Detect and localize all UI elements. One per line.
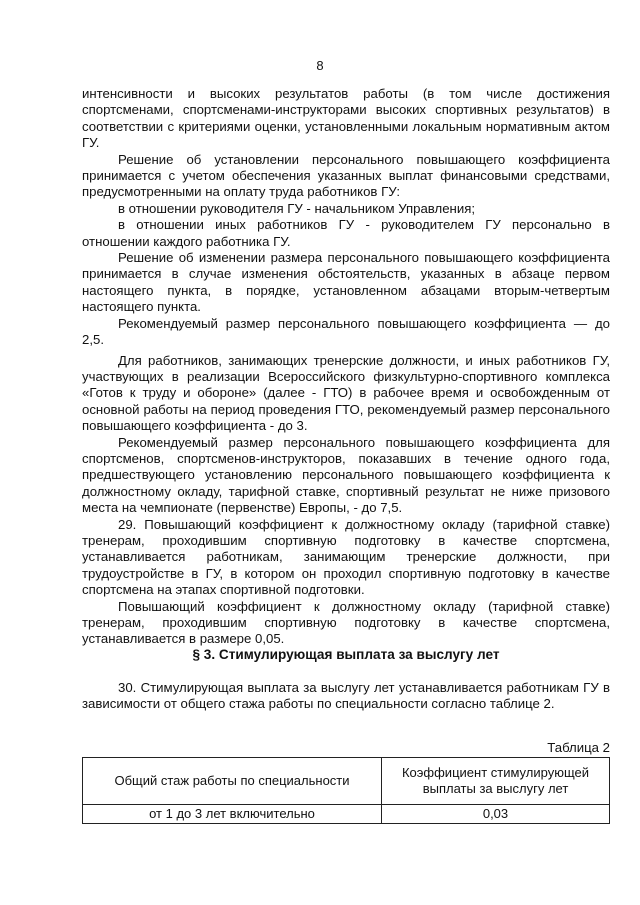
paragraph: в отношении иных работников ГУ - руководителем ГУ персонально в отношении каждого работника ГУ. [82, 217, 610, 249]
paragraph: в отношении руководителя ГУ - начальником Управления; [118, 200, 475, 216]
paragraph-30: 30. Стимулирующая выплата за выслугу лет устанавливается работникам ГУ в зависимости от общего стажа работы по специальности согласно таблице 2. [82, 680, 610, 712]
paragraph: Решение об установлении персонального повышающего коэффициента принимается с учетом обеспечения указанных выплат финансовыми средствами, предусмотренными на оплату труда работников ГУ: [82, 151, 610, 200]
body-text [82, 86, 610, 648]
table-header-row [83, 758, 610, 805]
paragraph: Рекомендуемый размер персонального повышающего коэффициента для спортсменов, спортсменов-инструкторов, показавших в течение одного года, предшествующего установлению персонального повышающего коэффициента к должностному окладу, тарифной ставке, спортивный результат не ниже призового места на чемпионате (первенстве) Европы, - до 7,5. [82, 434, 610, 516]
table-header-cell: Коэффициент стимулирующей выплаты за выслугу лет [382, 758, 610, 805]
table-caption: Таблица 2 [547, 740, 610, 755]
paragraph: Рекомендуемый размер персонального повышающего коэффициента — до 2,5. [82, 315, 610, 348]
page-number: 8 [316, 58, 324, 73]
seniority-table [82, 757, 610, 824]
section-heading: § 3. Стимулирующая выплата за выслугу лет [192, 647, 500, 662]
paragraph: Повышающий коэффициент к должностному окладу (тарифной ставке) тренерам, проходившим спортивную подготовку в качестве спортсмена, устанавливается в размере 0,05. [82, 598, 610, 647]
paragraph: Для работников, занимающих тренерские должности, и иных работников ГУ, участвующих в реализации Всероссийского физкультурно-спортивного комплекса «Готов к труду и обороне» (далее - ГТО) в рабочее время и освобожденным от основной работы на период проведения ГТО, рекомендуемый размер персонального повышающего коэффициента - до 3. [82, 352, 610, 434]
paragraph: Решение об изменении размера персонального повышающего коэффициента принимается в случае изменения обстоятельств, указанных в абзаце первом настоящего пункта, в порядке, установленном абзацами вторым-четвертым настоящего пункта. [82, 250, 610, 315]
table-cell: 0,03 [382, 805, 610, 824]
paragraph: 29. Повышающий коэффициент к должностному окладу (тарифной ставке) тренерам, проходившим спортивную подготовку в качестве спортсмена, устанавливается работникам, занимающим тренерские должности, при трудоустройстве в ГУ, в котором он проходил спортивную подготовку в качестве спортсмена на этапах спортивной подготовки. [82, 516, 610, 598]
paragraph: интенсивности и высоких результатов работы (в том числе достижения спортсменами, спортсменами-инструкторами высоких спортивных результатов) в соответствии с критериями оценки, установленными локальным нормативным актом ГУ. [82, 86, 610, 151]
table-row [83, 805, 610, 824]
table-cell: от 1 до 3 лет включительно [83, 805, 382, 824]
table-header-cell: Общий стаж работы по специальности [83, 758, 382, 805]
